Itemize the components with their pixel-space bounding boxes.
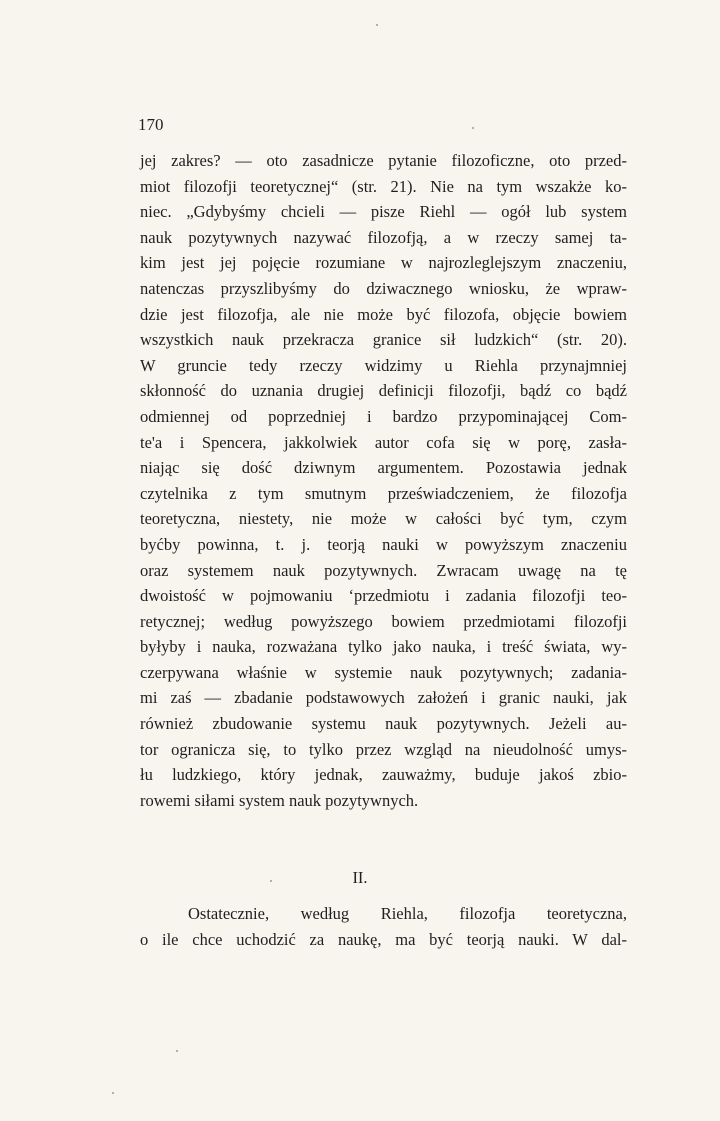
text-line: te'a i Spencera, jakkolwiek autor cofa się w porę, zasła- [140,432,627,452]
text-line: skłonność do uznania drugiej definicji filozofji, bądź co bądź [140,381,627,401]
text-line: Ostatecznie, według Riehla, filozofja teoretyczna, [188,904,627,923]
page-number: 170 [138,115,164,134]
scan-speck [176,1050,178,1052]
text-line: W gruncie tedy rzeczy widzimy u Riehla przynajmniej [140,355,627,375]
text-line: dwoistość w pojmowaniu ‘przedmiotu i zadania filozofji teo- [140,586,627,606]
text-line: natenczas przyszlibyśmy do dziwacznego wniosku, że wpraw- [140,278,627,298]
text-line: niec. „Gdybyśmy chcieli — pisze Riehl — ogół lub system [140,202,627,222]
scan-speck [472,127,474,129]
text-line: również zbudowanie systemu nauk pozytywnych. Jeżeli au- [140,714,627,734]
text-line: dzie jest filozofja, ale nie może być filozofa, objęcie bowiem [140,304,627,324]
text-line: retycznej; według powyższego bowiem przedmiotami filozofji [140,611,627,631]
text-line: miot filozofji teoretycznej“ (str. 21). Nie na tym wszakże ko- [140,176,627,196]
text-line: niając się dość dziwnym argumentem. Pozostawia jednak [140,458,627,478]
text-line: kim jest jej pojęcie rozumiane w najrozleglejszym znaczeniu, [140,253,627,273]
body-text [140,148,627,813]
scan-speck [376,24,378,26]
text-line: byłyby i nauka, rozważana tylko jako nauka, i treść świata, wy- [140,637,627,657]
paragraph-text [140,901,627,952]
text-line: rowemi siłami system nauk pozytywnych. [140,790,419,810]
text-line: oraz systemem nauk pozytywnych. Zwracam uwagę na tę [140,560,627,580]
text-line: o ile chce uchodzić za naukę, ma być teorją nauki. W dal- [140,929,627,949]
text-line: odmiennej od poprzedniej i bardzo przypominającej Com- [140,406,627,426]
text-line: czytelnika z tym smutnym przeświadczeniem, że filozofja [140,483,627,503]
text-line: byćby powinna, t. j. teorją nauki w powyższym znaczeniu [140,534,627,554]
text-line: tor ogranicza się, to tylko przez wzgląd na nieudolność umys- [140,739,627,759]
scan-speck [270,880,272,882]
text-line: łu ludzkiego, który jednak, zauważmy, buduje jakoś zbio- [140,765,627,785]
text-line: jej zakres? — oto zasadnicze pytanie filozoficzne, oto przed- [140,151,627,170]
text-line: czerpywana właśnie w systemie nauk pozytywnych; zadania- [140,662,627,682]
text-line: teoretyczna, niestety, nie może w całości być tym, czym [140,509,627,529]
scan-speck [112,1092,114,1094]
text-line: nauk pozytywnych nazywać filozofją, a w rzeczy samej ta- [140,227,627,247]
text-line: mi zaś — zbadanie podstawowych założeń i granic nauki, jak [140,688,627,708]
text-line: wszystkich nauk przekracza granice sił ludzkich“ (str. 20). [140,330,627,350]
section-heading: II. [352,868,368,887]
